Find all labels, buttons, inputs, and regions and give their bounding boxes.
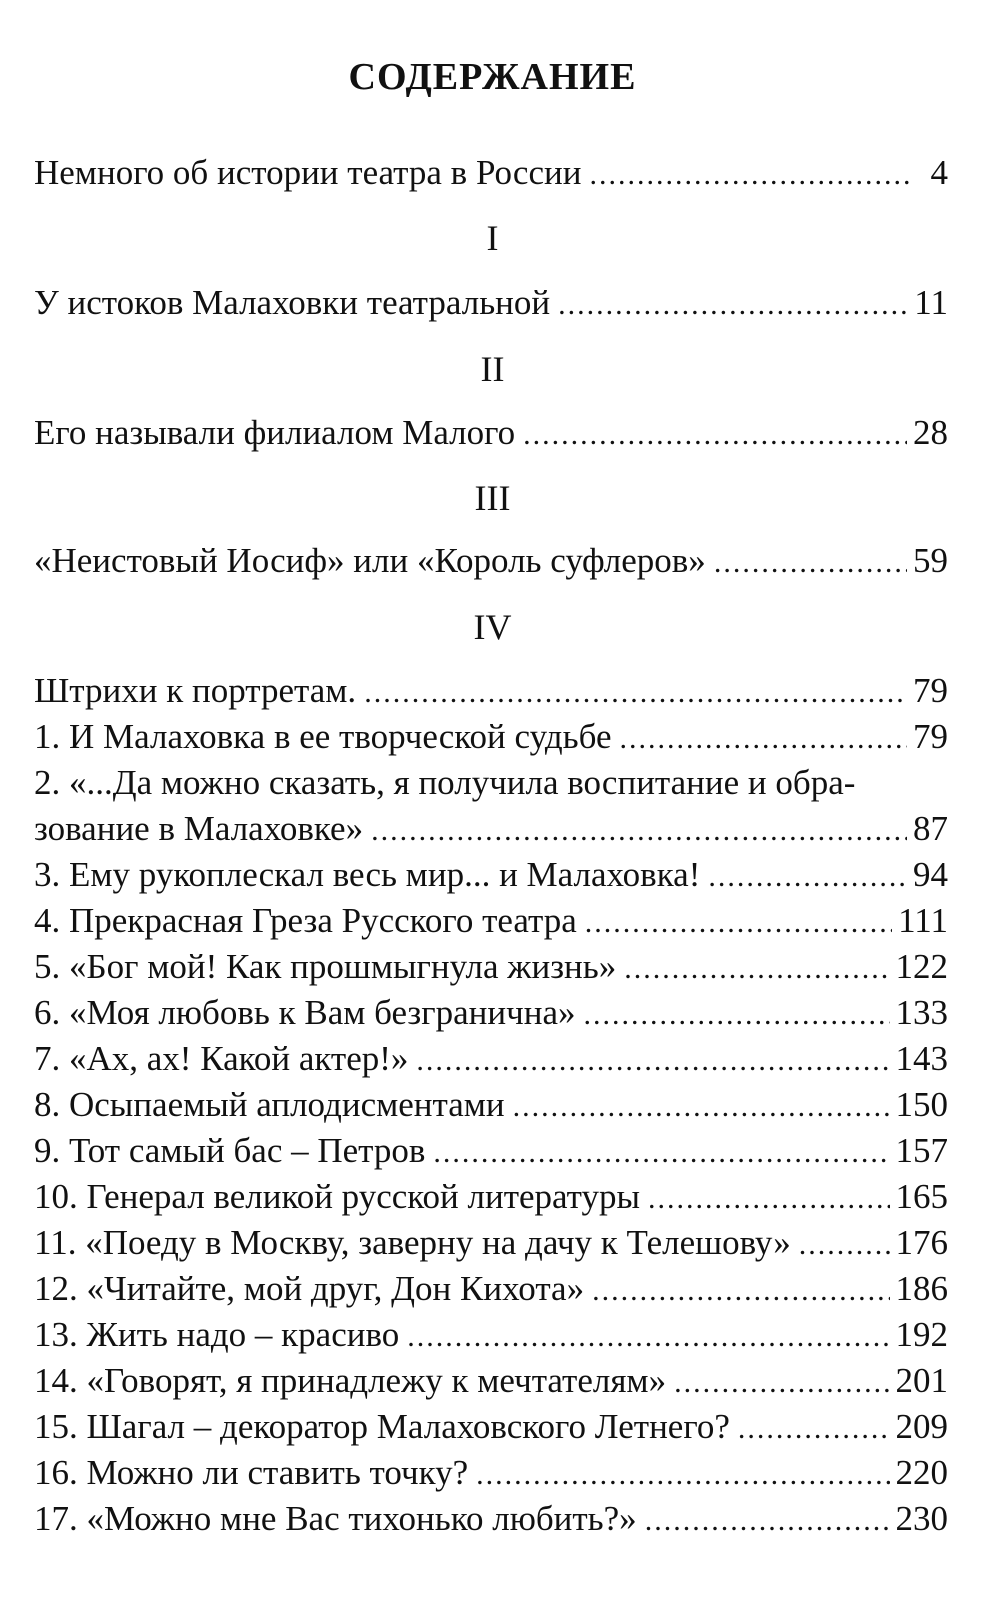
toc-page-number: 59 xyxy=(913,541,948,580)
toc-subentry-11 xyxy=(34,1220,948,1266)
toc-page-number: 186 xyxy=(895,1269,948,1308)
dot-leader xyxy=(407,1314,889,1360)
dot-leader xyxy=(583,992,889,1038)
toc-subentry-16 xyxy=(34,1450,948,1496)
dot-leader xyxy=(708,854,907,900)
toc-entry-text: Немного об истории театра в России xyxy=(34,153,582,192)
toc-entry-text: 17. «Можно мне Вас тихонько любить?» xyxy=(34,1499,637,1538)
toc-entry-section-1 xyxy=(34,280,948,326)
toc-entry-text: 11. «Поеду в Москву, заверну на дачу к Телешову» xyxy=(34,1223,791,1262)
dot-leader xyxy=(513,1084,890,1130)
dot-leader xyxy=(589,152,912,198)
toc-entry-text: 15. Шагал – декоратор Малаховского Летнего? xyxy=(34,1407,730,1446)
toc-page-number: 111 xyxy=(898,901,948,940)
section-numeral-2: II xyxy=(480,349,505,389)
toc-entry-section-2 xyxy=(34,410,948,456)
toc-entry-text: 12. «Читайте, мой друг, Дон Кихота» xyxy=(34,1269,585,1308)
dot-leader xyxy=(648,1176,889,1222)
toc-entry-text: 1. И Малаховка в ее творческой судьбе xyxy=(34,717,612,756)
dot-leader xyxy=(738,1406,890,1452)
dot-leader xyxy=(416,1038,889,1084)
toc-subentry-2-line-1: 2. «...Да можно сказать, я получила воспитание и обра- xyxy=(34,763,856,802)
toc-page-number: 157 xyxy=(895,1131,948,1170)
toc-subentry-17 xyxy=(34,1496,948,1542)
dot-leader xyxy=(674,1360,889,1406)
toc-entry-text: 13. Жить надо – красиво xyxy=(34,1315,400,1354)
dot-leader xyxy=(624,946,889,992)
toc-page-number: 79 xyxy=(913,717,948,756)
toc-entry-text: 16. Можно ли ставить точку? xyxy=(34,1453,469,1492)
toc-subentry-4 xyxy=(34,898,948,944)
dot-leader xyxy=(592,1268,889,1314)
toc-subentry-1 xyxy=(34,714,948,760)
toc-page-number: 201 xyxy=(895,1361,948,1400)
toc-entry-text: 9. Тот самый бас – Петров xyxy=(34,1131,426,1170)
toc-subentry-6 xyxy=(34,990,948,1036)
toc-entry-text: 10. Генерал великой русской литературы xyxy=(34,1177,641,1216)
toc-entry-text: Его называли филиалом Малого xyxy=(34,413,516,452)
toc-entry-text: Штрихи к портретам. xyxy=(34,671,357,710)
dot-leader xyxy=(433,1130,889,1176)
toc-page-number: 220 xyxy=(895,1453,948,1492)
dot-leader xyxy=(364,670,907,716)
toc-page-number: 87 xyxy=(913,809,948,848)
dot-leader xyxy=(585,900,892,946)
dot-leader xyxy=(558,282,908,328)
dot-leader xyxy=(371,808,907,854)
toc-page-number: 94 xyxy=(913,855,948,894)
toc-subentry-13 xyxy=(34,1312,948,1358)
toc-subentry-9 xyxy=(34,1128,948,1174)
toc-page-number: 11 xyxy=(914,283,948,322)
toc-page-number: 176 xyxy=(895,1223,948,1262)
toc-page-number: 165 xyxy=(895,1177,948,1216)
dot-leader xyxy=(523,412,907,458)
toc-subentry-12 xyxy=(34,1266,948,1312)
toc-subentry-2 xyxy=(34,806,948,852)
toc-subentry-8 xyxy=(34,1082,948,1128)
toc-entry-text: «Неистовый Иосиф» или «Король суфлеров» xyxy=(34,541,706,580)
toc-entry-section-4 xyxy=(34,668,948,714)
toc-entry-intro xyxy=(34,150,948,196)
toc-subentry-15 xyxy=(34,1404,948,1450)
toc-page-number: 192 xyxy=(895,1315,948,1354)
dot-leader xyxy=(476,1452,889,1498)
dot-leader xyxy=(645,1498,890,1544)
toc-entry-text: 7. «Ах, ах! Какой актер!» xyxy=(34,1039,409,1078)
toc-entry-text: 4. Прекрасная Греза Русского театра xyxy=(34,901,577,940)
toc-entry-text: 6. «Моя любовь к Вам безгранична» xyxy=(34,993,576,1032)
toc-page-number: 209 xyxy=(895,1407,948,1446)
toc-subentry-14 xyxy=(34,1358,948,1404)
toc-page-number: 150 xyxy=(895,1085,948,1124)
toc-subentry-10 xyxy=(34,1174,948,1220)
toc-page-number: 133 xyxy=(895,993,948,1032)
section-numeral-3: III xyxy=(474,478,511,518)
toc-entry-text: зование в Малаховке» xyxy=(34,809,364,848)
toc-entry-section-3 xyxy=(34,538,948,584)
toc-subentry-7 xyxy=(34,1036,948,1082)
dot-leader xyxy=(799,1222,890,1268)
toc-entry-text: 8. Осыпаемый аплодисментами xyxy=(34,1085,505,1124)
toc-page-number: 122 xyxy=(895,947,948,986)
toc-subentry-5 xyxy=(34,944,948,990)
dot-leader xyxy=(714,540,907,586)
toc-entry-text: 14. «Говорят, я принадлежу к мечтателям» xyxy=(34,1361,667,1400)
section-numeral-1: I xyxy=(486,218,499,258)
toc-subentry-3 xyxy=(34,852,948,898)
toc-page-number: 28 xyxy=(913,413,948,452)
toc-page-number: 79 xyxy=(913,671,948,710)
section-numeral-4: IV xyxy=(473,607,512,647)
toc-entry-text: 3. Ему рукоплескал весь мир... и Малаховка! xyxy=(34,855,701,894)
toc-page-number: 143 xyxy=(895,1039,948,1078)
toc-entry-text: 5. «Бог мой! Как прошмыгнула жизнь» xyxy=(34,947,617,986)
dot-leader xyxy=(620,716,907,762)
toc-entry-text: У истоков Малаховки театральной xyxy=(34,283,551,322)
page-title: СОДЕРЖАНИЕ xyxy=(348,56,637,98)
toc-page-number: 230 xyxy=(895,1499,948,1538)
toc-page-number: 4 xyxy=(930,153,948,192)
